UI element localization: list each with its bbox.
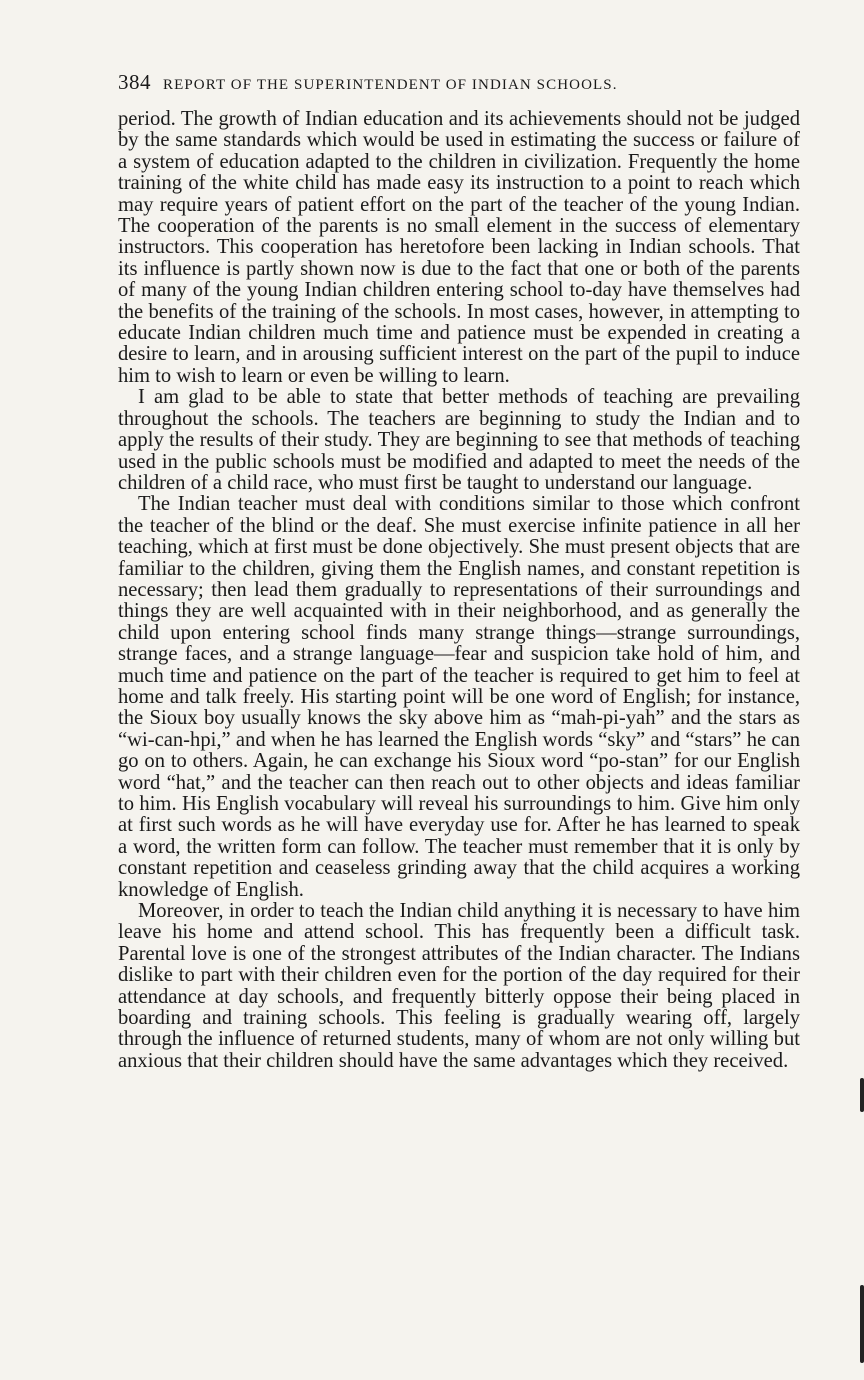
paragraph-attendance: Moreover, in order to teach the Indian child anything it is necessary to have him leave his home and attend school. This has frequently been a difficult task. Parental love is one of the strongest attributes of the Indian character. The Indians dislike to part with their children even for the portion of the day required for their attendance at day schools, and frequently bitterly oppose their being placed in boarding and training schools. This feeling is gradually wearing off, largely through the influence of returned students, many of whom are not only willing but anxious that their children should have the same advantages which they received. bbox=[118, 900, 800, 1072]
page-header bbox=[118, 70, 800, 95]
page-number: 384 bbox=[118, 70, 151, 94]
paragraph-continued: period. The growth of Indian education and its achievements should not be judged by the same standards which would be used in estimating the success or failure of a system of education adapted to the children in civilization. Frequently the home training of the white child has made easy its instruction to a point to reach which may require years of patient effort on the part of the teacher of the young Indian. The cooperation of the parents is no small element in the success of elementary instructors. This cooperation has heretofore been lacking in Indian schools. That its influence is partly shown now is due to the fact that one or both of the parents of many of the young Indian children entering school to-day have themselves had the benefits of the training of the schools. In most cases, however, in attempting to educate Indian children much time and patience must be expended in creating a desire to learn, and in arousing sufficient interest on the part of the pupil to induce him to wish to learn or even be willing to learn. bbox=[118, 108, 800, 387]
paragraph-indian-teacher: The Indian teacher must deal with conditions similar to those which confront the teacher of the blind or the deaf. She must exercise infinite patience in all her teaching, which at first must be done objectively. She must present objects that are familiar to the children, giving them the English names, and constant repetition is necessary; then lead them gradually to representations of their surroundings and things they are well acquainted with in their neighborhood, and as generally the child upon entering school finds many strange things—strange surroundings, strange faces, and a strange language—fear and suspicion take hold of him, and much time and patience on the part of the teacher is required to get him to feel at home and talk freely. His starting point will be one word of English; for instance, the Sioux boy usually knows the sky above him as “mah-pi-yah” and the stars as “wi-can-hpi,” and when he has learned the English words “sky” and “stars” he can go on to others. Again, he can exchange his Sioux word “po-stan” for our English word “hat,” and the teacher can then reach out to other objects and ideas familiar to him. His English vocabulary will reveal his surroundings to him. Give him only at first such words as he will have everyday use for. After he has learned to speak a word, the written form can follow. The teacher must remember that it is only by constant repetition and ceaseless grinding away that the child acquires a working knowledge of English. bbox=[118, 493, 800, 901]
running-head: REPORT OF THE SUPERINTENDENT OF INDIAN SCHOOLS. bbox=[163, 77, 618, 93]
scan-edge-mark-lower bbox=[860, 1285, 864, 1363]
paragraph-teaching-methods: I am glad to be able to state that better methods of teaching are prevailing throughout the schools. The teachers are beginning to study the Indian and to apply the results of their study. They are beginning to see that methods of teaching used in the public schools must be modified and adapted to meet the needs of the children of a child race, who must first be taught to understand our language. bbox=[118, 386, 800, 494]
scan-edge-mark-upper bbox=[860, 1078, 864, 1112]
body-text bbox=[118, 109, 800, 1072]
